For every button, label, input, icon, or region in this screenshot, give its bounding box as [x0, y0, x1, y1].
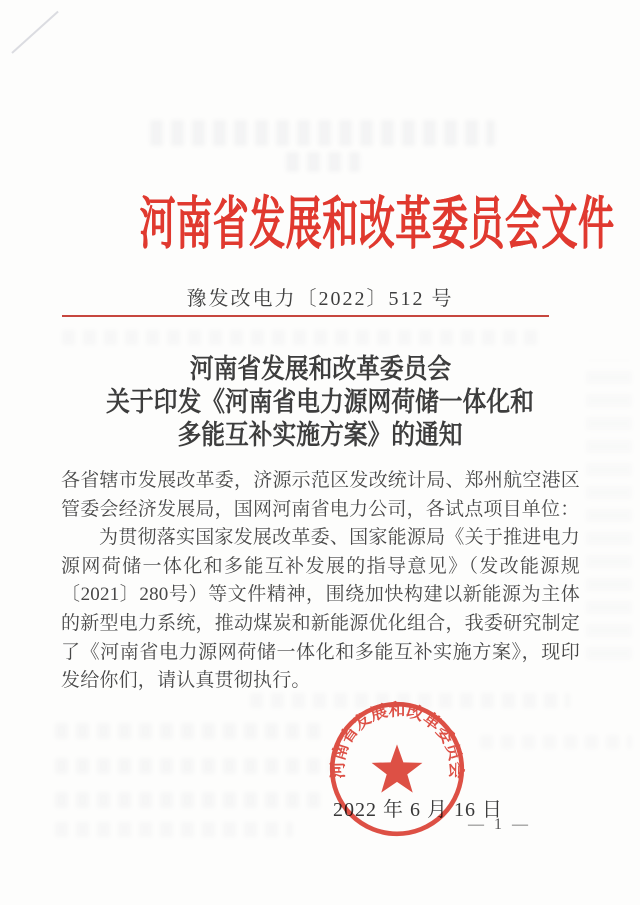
star-icon: [372, 744, 423, 792]
bleed-through-text: [55, 822, 293, 837]
document-body: [61, 467, 580, 696]
bleed-through-text: [55, 792, 323, 808]
bleed-through-text: [286, 152, 360, 172]
bleed-through-text: [62, 330, 544, 345]
issue-date: 2022 年 6 月 16 日: [333, 799, 503, 821]
bleed-through-text: [150, 120, 495, 146]
document-title: [0, 353, 640, 452]
body-paragraph: 为贯彻落实国家发展改革委、国家能源局《关于推进电力源网荷储一体化和多能互补发展的指导意见》（发改能源规〔2021〕280号）等文件精神，围绕加快构建以新能源为主体的新型电力系统，推动煤炭和新能源优化组合，我委研究制定了《河南省电力源网荷储一体化和多能互补实施方案》，现印发给你们，请认真贯彻执行。: [61, 527, 580, 692]
seal-curved-text: 河南省发展和改革委员会: [328, 700, 466, 779]
document-title-line: 多能互补实施方案》的通知: [177, 420, 463, 450]
document-number: 豫发改电力〔2022〕512 号: [186, 288, 454, 310]
official-seal: [325, 697, 469, 841]
bleed-through-text: [55, 758, 331, 774]
page-number: — 1 —: [468, 816, 531, 833]
pencil-scratch-mark: [11, 11, 58, 54]
bleed-through-text: [480, 735, 632, 749]
red-divider-line: [62, 315, 549, 317]
recipients-line: 各省辖市发展改革委，济源示范区发改统计局、郑州航空港区管委会经济发展局，国网河南省电力公司，各试点项目单位：: [61, 470, 580, 520]
agency-letterhead-title: 河南省发展和改革委员会文件: [139, 193, 615, 256]
document-title-line: 关于印发《河南省电力源网荷储一体化和: [106, 387, 534, 417]
bleed-through-text: [55, 723, 327, 739]
document-title-line: 河南省发展和改革委员会: [189, 354, 451, 384]
